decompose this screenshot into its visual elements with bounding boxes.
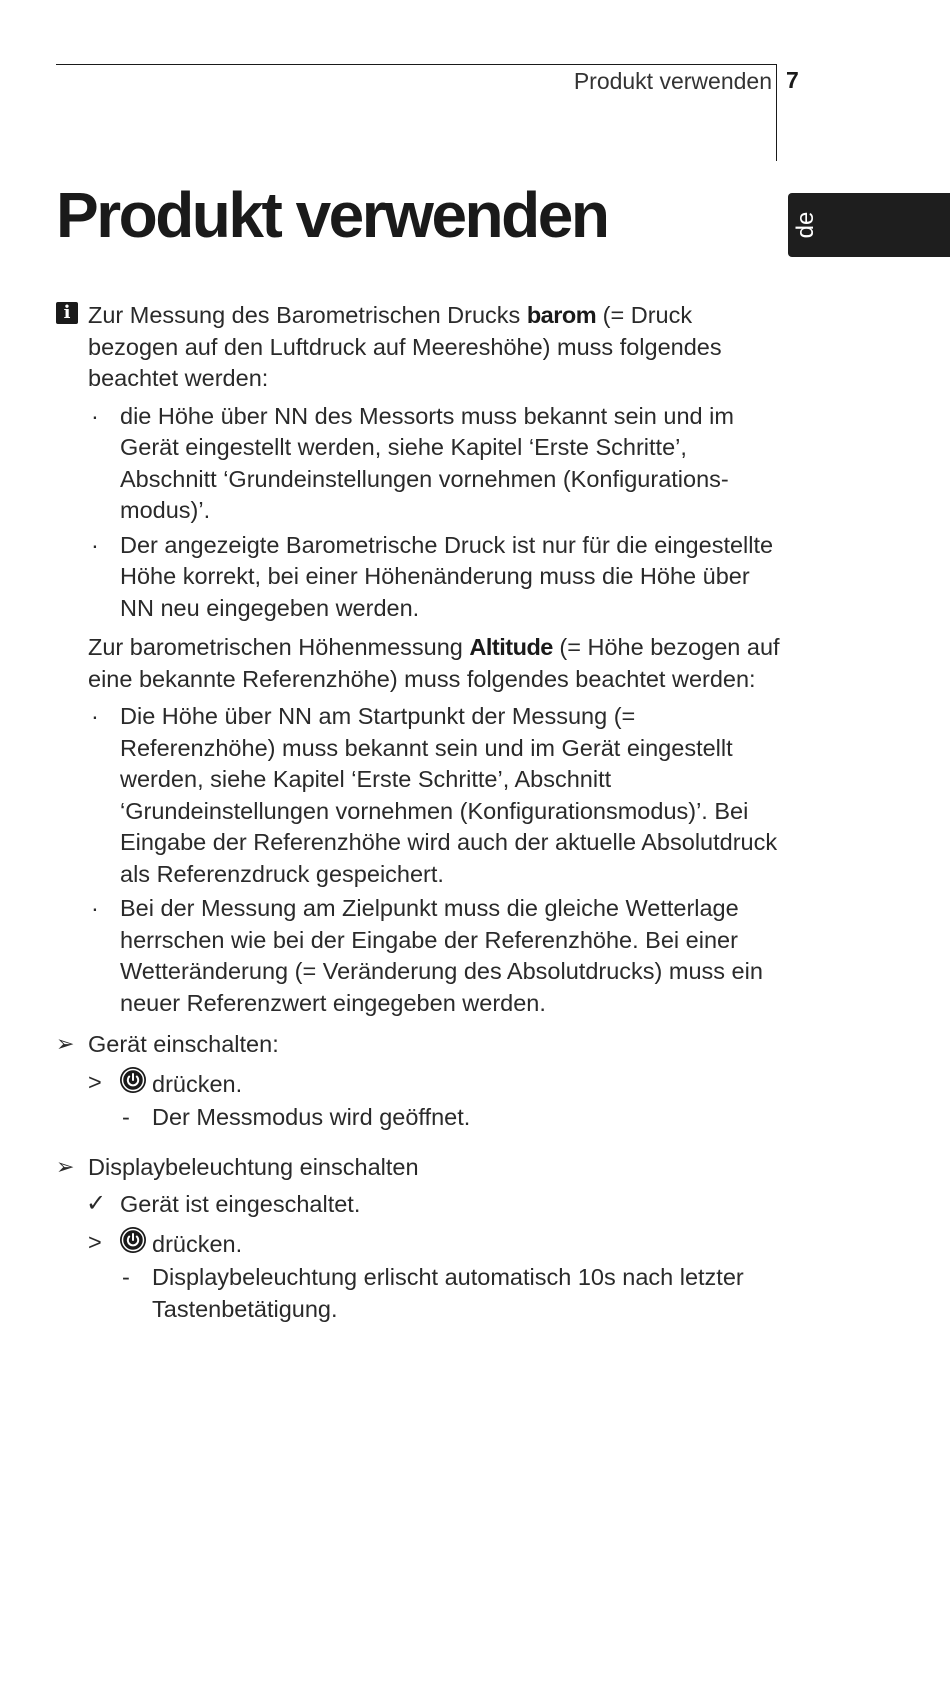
body-text: [56, 300, 786, 1325]
step-action: [56, 1067, 786, 1101]
step-action: [56, 1227, 786, 1261]
step-precondition: [56, 1189, 786, 1221]
info-icon: i: [56, 302, 78, 324]
result-text: Der Messmodus wird geöffnet.: [152, 1104, 471, 1130]
step-arrow-icon: ➢: [56, 1153, 75, 1179]
language-tab: [788, 193, 950, 257]
language-tab-label: de: [792, 211, 819, 239]
bullet-dot: ·: [91, 895, 99, 921]
action-marker: >: [88, 1068, 102, 1095]
page-title: Produkt verwenden: [56, 179, 608, 251]
result-marker: -: [122, 1264, 130, 1290]
bullet-list-altitude: [88, 701, 786, 1019]
step-result: [56, 1262, 786, 1325]
bullet-dot: ·: [91, 703, 99, 729]
list-item-text: Die Höhe über NN am Startpunkt der Messung (= Referenzhöhe) muss bekannt sein und im Gerät eingestellt werden, siehe Kapitel ‘Erste Schritte’, Abschnitt ‘Grundeinstellungen vornehmen (Konfigurationsmodus)’. Bei Eingabe der Referenzhöhe wird auch der aktuelle Absolutdruck als Referenzdruck gespeichert.: [120, 703, 778, 887]
list-item: [88, 401, 786, 527]
info-paragraph: [56, 300, 786, 395]
step-title: Gerät einschalten:: [88, 1031, 279, 1057]
step-title: Displaybeleuchtung einschalten: [88, 1153, 419, 1180]
power-button-icon: [120, 1067, 146, 1093]
list-item-text: die Höhe über NN des Messorts muss bekannt sein und im Gerät eingestellt werden, siehe Kapitel ‘Erste Schritte’, Abschnitt ‘Grundeinstellungen vornehmen (Konfigurations-modus)’.: [120, 402, 734, 523]
list-item-text: Bei der Messung am Zielpunkt muss die gleiche Wetterlage herrschen wie bei der Eingabe der Referenzhöhe. Bei einer Wetteränderung (= Veränderung des Absolutdrucks) muss ein neuer Referenzwert eingegeben werden.: [120, 895, 763, 1016]
power-button-icon: [120, 1227, 146, 1253]
step-arrow-icon: ➢: [56, 1031, 75, 1056]
step-power-on: [56, 1029, 786, 1061]
bullet-dot: ·: [91, 531, 99, 558]
step-backlight: [56, 1152, 786, 1184]
running-head: Produkt verwenden: [573, 68, 772, 94]
list-item: [88, 893, 786, 1019]
keyword-barom: barom: [526, 302, 597, 328]
list-item: [88, 701, 786, 890]
action-marker: >: [88, 1228, 102, 1255]
keyword-altitude: Altitude: [469, 634, 553, 660]
bullet-list-barom: [88, 401, 786, 625]
list-item-text: Der angezeigte Barometrische Druck ist nur für die eingestellte Höhe korrekt, bei einer Höhenänderung muss die Höhe über NN neu eingegeben werden.: [120, 531, 774, 621]
header-vertical-rule: [776, 64, 777, 161]
altitude-text-start: Zur barometrischen Höhenmessung: [88, 634, 470, 660]
precondition-text: Gerät ist eingeschaltet.: [120, 1191, 361, 1217]
page-number: 7: [786, 67, 799, 93]
result-marker: -: [122, 1104, 130, 1130]
bullet-dot: ·: [91, 402, 99, 429]
altitude-text-end: (= Höhe bezogen auf eine bekannte Referenzhöhe) muss folgendes beachtet werden:: [88, 634, 780, 692]
header-rule: [56, 64, 776, 65]
info-text-end: (= Druck bezogen auf den Luftdruck auf Meereshöhe) muss folgendes beachtet werden:: [88, 302, 722, 391]
info-text-start: Zur Messung des Barometrischen Drucks: [88, 302, 527, 328]
action-text: drücken.: [152, 1070, 243, 1097]
action-text: drücken.: [152, 1230, 243, 1257]
step-result: [56, 1102, 786, 1134]
check-icon: ✓: [86, 1190, 107, 1217]
altitude-paragraph: [56, 632, 786, 695]
result-text: Displaybeleuchtung erlischt automatisch 10s nach letzter Tastenbetätigung.: [152, 1264, 744, 1322]
list-item: [88, 530, 786, 625]
